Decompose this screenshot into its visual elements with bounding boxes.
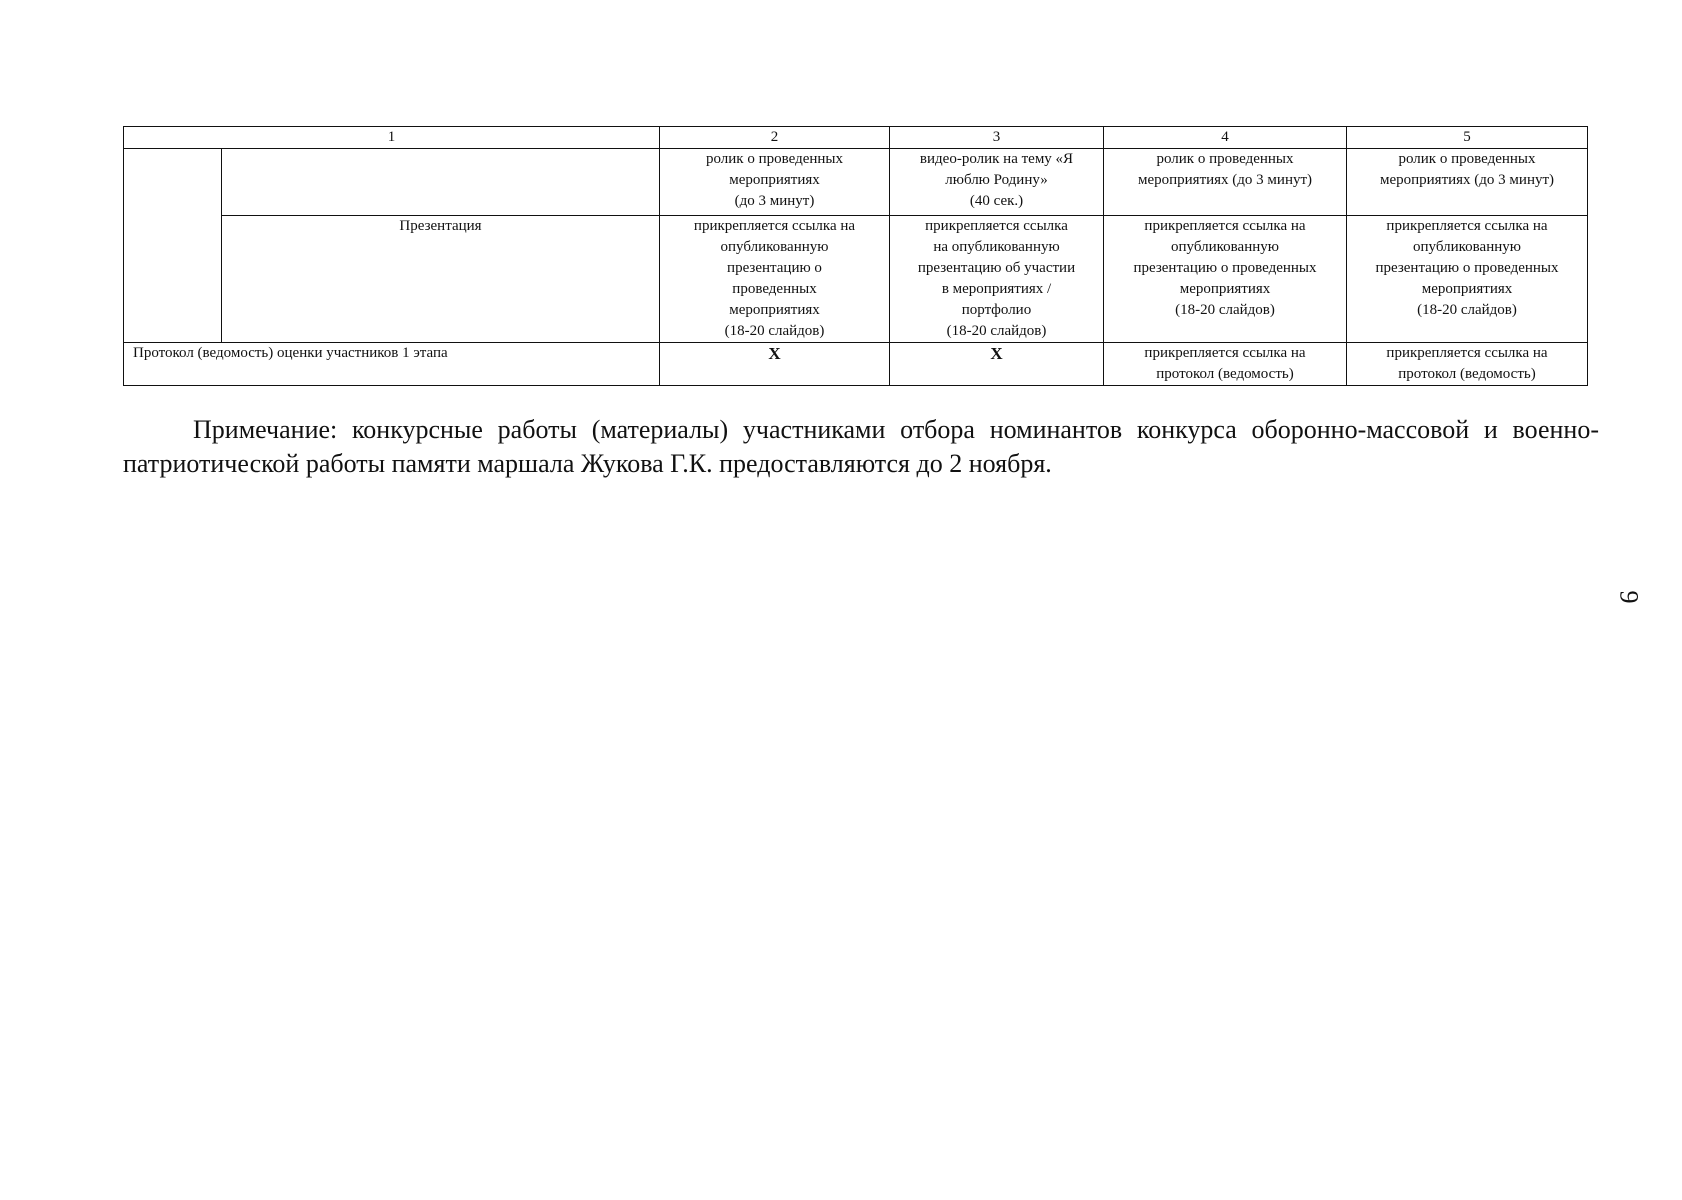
table-cell: ролик о проведенных мероприятиях (до 3 минут) — [660, 149, 890, 216]
row-label-protocol: Протокол (ведомость) оценки участников 1 этапа — [124, 343, 660, 386]
table-cell: Х — [660, 343, 890, 386]
table-row-video — [124, 149, 1588, 216]
table-cell: прикрепляется ссылка на опубликованную презентацию о проведенных мероприятиях (18-20 слайдов) — [660, 216, 890, 343]
table-header-row — [124, 127, 1588, 149]
requirements-table — [123, 126, 1588, 386]
column-number-5: 5 — [1347, 127, 1588, 149]
column-number-4: 4 — [1104, 127, 1347, 149]
page-number: 9 — [1614, 590, 1644, 604]
table-row-presentation — [124, 216, 1588, 343]
table-cell: прикрепляется ссылка на опубликованную презентацию об участии в мероприятиях / портфолио (18-20 слайдов) — [890, 216, 1104, 343]
merged-blank-cell — [124, 149, 222, 343]
column-number-1: 1 — [124, 127, 660, 149]
table-cell: ролик о проведенных мероприятиях (до 3 минут) — [1347, 149, 1588, 216]
table-cell: прикрепляется ссылка на протокол (ведомость) — [1104, 343, 1347, 386]
note-paragraph: Примечание: конкурсные работы (материалы) участниками отбора номинантов конкурса оборонно-массовой и военно-патриотической работы памяти маршала Жукова Г.К. предоставляются до 2 ноября. — [123, 415, 1599, 478]
table-cell: прикрепляется ссылка на опубликованную презентацию о проведенных мероприятиях (18-20 слайдов) — [1104, 216, 1347, 343]
column-number-2: 2 — [660, 127, 890, 149]
table-cell: прикрепляется ссылка на опубликованную презентацию о проведенных мероприятиях (18-20 слайдов) — [1347, 216, 1588, 343]
table-cell: прикрепляется ссылка на протокол (ведомость) — [1347, 343, 1588, 386]
table-cell: видео-ролик на тему «Я люблю Родину» (40 сек.) — [890, 149, 1104, 216]
table-cell: ролик о проведенных мероприятиях (до 3 минут) — [1104, 149, 1347, 216]
table-row-protocol — [124, 343, 1588, 386]
row-label-presentation: Презентация — [222, 216, 660, 343]
column-number-3: 3 — [890, 127, 1104, 149]
row-label-video — [222, 149, 660, 216]
table-cell: Х — [890, 343, 1104, 386]
